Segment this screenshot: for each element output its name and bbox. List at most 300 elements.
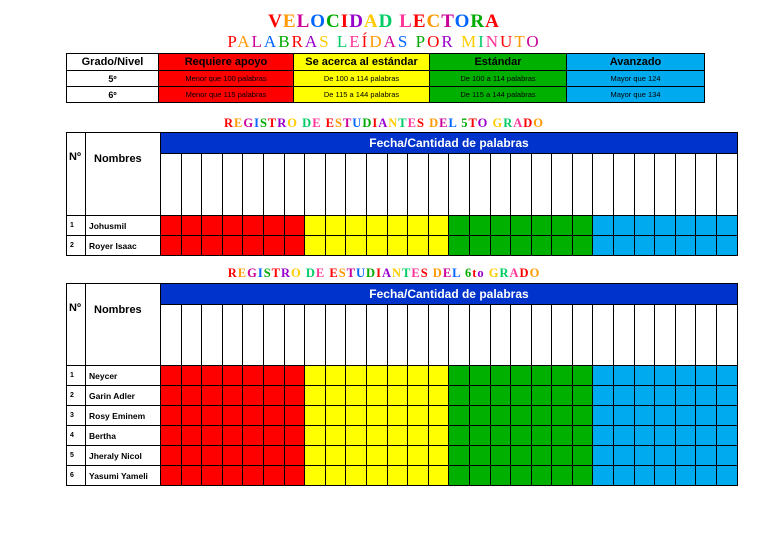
date-cell[interactable] (346, 305, 367, 366)
score-cell[interactable] (614, 406, 635, 426)
score-cell[interactable] (511, 236, 532, 256)
score-cell[interactable] (469, 216, 490, 236)
score-cell[interactable] (284, 386, 305, 406)
date-cell[interactable] (284, 305, 305, 366)
score-cell[interactable] (449, 366, 470, 386)
date-cell[interactable] (572, 305, 593, 366)
score-cell[interactable] (717, 426, 738, 446)
date-cell[interactable] (305, 305, 326, 366)
score-cell[interactable] (717, 216, 738, 236)
score-cell[interactable] (181, 386, 202, 406)
score-cell[interactable] (511, 366, 532, 386)
score-cell[interactable] (243, 386, 264, 406)
score-cell[interactable] (284, 426, 305, 446)
score-cell[interactable] (675, 386, 696, 406)
date-cell[interactable] (593, 305, 614, 366)
score-cell[interactable] (614, 446, 635, 466)
score-cell[interactable] (655, 406, 676, 426)
score-cell[interactable] (655, 466, 676, 486)
score-cell[interactable] (325, 426, 346, 446)
score-cell[interactable] (511, 466, 532, 486)
score-cell[interactable] (696, 446, 717, 466)
score-cell[interactable] (552, 426, 573, 446)
score-cell[interactable] (572, 406, 593, 426)
score-cell[interactable] (531, 466, 552, 486)
score-cell[interactable] (387, 386, 408, 406)
date-cell[interactable] (655, 154, 676, 216)
score-cell[interactable] (593, 216, 614, 236)
student-name: Royer Isaac (86, 236, 161, 256)
date-cell[interactable] (243, 154, 264, 216)
date-cell[interactable] (161, 154, 182, 216)
score-cell[interactable] (449, 446, 470, 466)
date-cell[interactable] (469, 305, 490, 366)
score-cell[interactable] (408, 426, 429, 446)
score-cell[interactable] (325, 446, 346, 466)
score-cell[interactable] (284, 406, 305, 426)
score-cell[interactable] (366, 366, 387, 386)
score-cell[interactable] (696, 426, 717, 446)
score-cell[interactable] (346, 446, 367, 466)
score-cell[interactable] (222, 426, 243, 446)
score-cell[interactable] (161, 216, 182, 236)
student-number: 1 (67, 366, 86, 386)
date-cell[interactable] (511, 154, 532, 216)
score-cell[interactable] (449, 236, 470, 256)
score-cell[interactable] (428, 386, 449, 406)
score-cell[interactable] (428, 466, 449, 486)
score-cell[interactable] (449, 216, 470, 236)
score-cell[interactable] (263, 466, 284, 486)
date-cell[interactable] (593, 154, 614, 216)
score-cell[interactable] (593, 366, 614, 386)
date-cell[interactable] (552, 154, 573, 216)
score-cell[interactable] (428, 366, 449, 386)
score-cell[interactable] (490, 366, 511, 386)
date-cell[interactable] (161, 305, 182, 366)
score-cell[interactable] (717, 446, 738, 466)
score-cell[interactable] (346, 426, 367, 446)
score-cell[interactable] (325, 216, 346, 236)
score-cell[interactable] (202, 446, 223, 466)
date-cell[interactable] (696, 154, 717, 216)
score-cell[interactable] (284, 216, 305, 236)
score-cell[interactable] (408, 386, 429, 406)
date-cell[interactable] (449, 305, 470, 366)
score-cell[interactable] (614, 366, 635, 386)
score-cell[interactable] (572, 236, 593, 256)
date-cell[interactable] (202, 154, 223, 216)
score-cell[interactable] (655, 216, 676, 236)
score-cell[interactable] (366, 466, 387, 486)
score-cell[interactable] (366, 406, 387, 426)
score-cell[interactable] (181, 216, 202, 236)
date-cell[interactable] (490, 154, 511, 216)
date-cell[interactable] (552, 305, 573, 366)
score-cell[interactable] (181, 366, 202, 386)
score-cell[interactable] (469, 466, 490, 486)
date-cell[interactable] (325, 305, 346, 366)
score-cell[interactable] (181, 406, 202, 426)
score-cell[interactable] (552, 466, 573, 486)
score-cell[interactable] (305, 386, 326, 406)
score-cell[interactable] (222, 466, 243, 486)
score-cell[interactable] (593, 426, 614, 446)
score-cell[interactable] (531, 426, 552, 446)
score-cell[interactable] (531, 386, 552, 406)
score-cell[interactable] (511, 426, 532, 446)
score-cell[interactable] (284, 366, 305, 386)
student-row (67, 406, 738, 426)
date-cell[interactable] (634, 154, 655, 216)
score-cell[interactable] (305, 366, 326, 386)
score-cell[interactable] (387, 466, 408, 486)
score-cell[interactable] (408, 236, 429, 256)
date-cell[interactable] (634, 305, 655, 366)
score-cell[interactable] (469, 386, 490, 406)
date-cell[interactable] (675, 154, 696, 216)
score-cell[interactable] (511, 406, 532, 426)
score-cell[interactable] (243, 366, 264, 386)
score-cell[interactable] (675, 216, 696, 236)
date-cell[interactable] (717, 154, 738, 216)
student-name: Yasumi Yameli (86, 466, 161, 486)
score-cell[interactable] (717, 386, 738, 406)
date-cell[interactable] (305, 154, 326, 216)
score-cell[interactable] (202, 216, 223, 236)
date-cell[interactable] (511, 305, 532, 366)
score-cell[interactable] (222, 236, 243, 256)
score-cell[interactable] (675, 466, 696, 486)
score-cell[interactable] (593, 236, 614, 256)
score-cell[interactable] (202, 236, 223, 256)
date-cell[interactable] (428, 154, 449, 216)
date-cell[interactable] (428, 305, 449, 366)
score-cell[interactable] (634, 426, 655, 446)
score-cell[interactable] (202, 366, 223, 386)
level-header-grade: Grado/Nivel (67, 54, 159, 71)
score-cell[interactable] (305, 406, 326, 426)
score-cell[interactable] (325, 406, 346, 426)
score-cell[interactable] (449, 466, 470, 486)
score-cell[interactable] (634, 216, 655, 236)
score-cell[interactable] (222, 216, 243, 236)
date-cell[interactable] (366, 305, 387, 366)
score-cell[interactable] (408, 466, 429, 486)
date-cell[interactable] (717, 305, 738, 366)
score-cell[interactable] (717, 406, 738, 426)
score-cell[interactable] (387, 406, 408, 426)
score-cell[interactable] (305, 466, 326, 486)
score-cell[interactable] (469, 406, 490, 426)
score-cell[interactable] (325, 236, 346, 256)
score-cell[interactable] (263, 386, 284, 406)
score-cell[interactable] (181, 446, 202, 466)
score-cell[interactable] (305, 236, 326, 256)
score-cell[interactable] (655, 366, 676, 386)
score-cell[interactable] (675, 406, 696, 426)
score-cell[interactable] (634, 386, 655, 406)
score-cell[interactable] (263, 406, 284, 426)
score-cell[interactable] (696, 466, 717, 486)
score-cell[interactable] (222, 446, 243, 466)
score-cell[interactable] (717, 366, 738, 386)
score-cell[interactable] (655, 426, 676, 446)
date-cell[interactable] (325, 154, 346, 216)
score-cell[interactable] (717, 466, 738, 486)
date-cell[interactable] (408, 305, 429, 366)
score-cell[interactable] (511, 446, 532, 466)
score-cell[interactable] (490, 446, 511, 466)
score-cell[interactable] (222, 386, 243, 406)
score-cell[interactable] (593, 386, 614, 406)
score-cell[interactable] (243, 216, 264, 236)
score-cell[interactable] (490, 216, 511, 236)
score-cell[interactable] (655, 236, 676, 256)
score-cell[interactable] (346, 216, 367, 236)
level-grade: 5º (67, 71, 159, 87)
score-cell[interactable] (263, 366, 284, 386)
score-cell[interactable] (675, 236, 696, 256)
date-cell[interactable] (387, 305, 408, 366)
score-cell[interactable] (428, 406, 449, 426)
score-cell[interactable] (161, 406, 182, 426)
score-cell[interactable] (614, 386, 635, 406)
score-cell[interactable] (428, 236, 449, 256)
level-row (67, 71, 705, 87)
date-cell[interactable] (346, 154, 367, 216)
score-cell[interactable] (531, 446, 552, 466)
score-cell[interactable] (161, 426, 182, 446)
date-cell[interactable] (243, 305, 264, 366)
score-cell[interactable] (490, 466, 511, 486)
date-cell[interactable] (614, 305, 635, 366)
score-cell[interactable] (655, 446, 676, 466)
score-cell[interactable] (572, 446, 593, 466)
score-cell[interactable] (305, 216, 326, 236)
register6-table (66, 283, 738, 486)
score-cell[interactable] (161, 446, 182, 466)
level-table (66, 53, 705, 103)
score-cell[interactable] (161, 466, 182, 486)
score-cell[interactable] (161, 386, 182, 406)
score-cell[interactable] (346, 236, 367, 256)
student-number: 2 (67, 386, 86, 406)
student-row (67, 446, 738, 466)
score-cell[interactable] (696, 406, 717, 426)
score-cell[interactable] (181, 236, 202, 256)
date-cell[interactable] (202, 305, 223, 366)
score-cell[interactable] (263, 216, 284, 236)
score-cell[interactable] (366, 386, 387, 406)
student-name: Bertha (86, 426, 161, 446)
score-cell[interactable] (490, 406, 511, 426)
date-cell[interactable] (572, 154, 593, 216)
score-cell[interactable] (634, 466, 655, 486)
score-cell[interactable] (572, 426, 593, 446)
score-cell[interactable] (634, 406, 655, 426)
col-names-header: Nombres (86, 133, 161, 216)
date-cell[interactable] (263, 305, 284, 366)
date-cell[interactable] (263, 154, 284, 216)
register5-title: REGISTRO DE ESTUDIANTES DEL 5TO GRADO (223, 116, 545, 130)
score-cell[interactable] (469, 446, 490, 466)
score-cell[interactable] (675, 446, 696, 466)
score-cell[interactable] (181, 426, 202, 446)
score-cell[interactable] (572, 386, 593, 406)
score-cell[interactable] (387, 216, 408, 236)
date-cell[interactable] (614, 154, 635, 216)
score-cell[interactable] (593, 466, 614, 486)
score-cell[interactable] (531, 406, 552, 426)
score-cell[interactable] (284, 446, 305, 466)
score-cell[interactable] (366, 426, 387, 446)
level-cell: De 100 a 114 palabras (430, 71, 567, 87)
score-cell[interactable] (202, 426, 223, 446)
score-cell[interactable] (572, 366, 593, 386)
score-cell[interactable] (222, 366, 243, 386)
score-cell[interactable] (243, 446, 264, 466)
score-cell[interactable] (284, 466, 305, 486)
date-cell[interactable] (490, 305, 511, 366)
date-cell[interactable] (284, 154, 305, 216)
score-cell[interactable] (161, 236, 182, 256)
score-cell[interactable] (531, 216, 552, 236)
date-cell[interactable] (222, 305, 243, 366)
score-cell[interactable] (305, 426, 326, 446)
score-cell[interactable] (387, 366, 408, 386)
score-cell[interactable] (428, 216, 449, 236)
date-cell[interactable] (469, 154, 490, 216)
score-cell[interactable] (655, 386, 676, 406)
score-cell[interactable] (634, 366, 655, 386)
score-cell[interactable] (634, 236, 655, 256)
score-cell[interactable] (366, 446, 387, 466)
score-cell[interactable] (717, 236, 738, 256)
score-cell[interactable] (305, 446, 326, 466)
date-cell[interactable] (696, 305, 717, 366)
score-cell[interactable] (366, 216, 387, 236)
score-cell[interactable] (284, 236, 305, 256)
student-name: Jheraly Nicol (86, 446, 161, 466)
score-cell[interactable] (490, 426, 511, 446)
date-cell[interactable] (181, 154, 202, 216)
score-cell[interactable] (346, 366, 367, 386)
score-cell[interactable] (614, 216, 635, 236)
score-cell[interactable] (449, 426, 470, 446)
score-cell[interactable] (469, 236, 490, 256)
date-cell[interactable] (675, 305, 696, 366)
score-cell[interactable] (263, 446, 284, 466)
date-cell[interactable] (366, 154, 387, 216)
score-cell[interactable] (222, 406, 243, 426)
score-cell[interactable] (346, 466, 367, 486)
score-cell[interactable] (408, 446, 429, 466)
student-number: 3 (67, 406, 86, 426)
score-cell[interactable] (696, 216, 717, 236)
score-cell[interactable] (449, 406, 470, 426)
score-cell[interactable] (696, 236, 717, 256)
score-cell[interactable] (243, 406, 264, 426)
score-cell[interactable] (675, 426, 696, 446)
score-cell[interactable] (181, 466, 202, 486)
score-cell[interactable] (469, 366, 490, 386)
score-cell[interactable] (243, 466, 264, 486)
score-cell[interactable] (572, 216, 593, 236)
score-cell[interactable] (325, 386, 346, 406)
score-cell[interactable] (387, 236, 408, 256)
score-cell[interactable] (552, 216, 573, 236)
date-cell[interactable] (531, 154, 552, 216)
score-cell[interactable] (593, 406, 614, 426)
date-cell[interactable] (449, 154, 470, 216)
score-cell[interactable] (428, 426, 449, 446)
score-cell[interactable] (614, 236, 635, 256)
score-cell[interactable] (696, 386, 717, 406)
date-cell[interactable] (408, 154, 429, 216)
score-cell[interactable] (202, 386, 223, 406)
date-cell[interactable] (181, 305, 202, 366)
score-cell[interactable] (325, 466, 346, 486)
score-cell[interactable] (428, 446, 449, 466)
score-cell[interactable] (696, 366, 717, 386)
score-cell[interactable] (572, 466, 593, 486)
score-cell[interactable] (366, 236, 387, 256)
student-row (67, 366, 738, 386)
score-cell[interactable] (449, 386, 470, 406)
score-cell[interactable] (387, 446, 408, 466)
score-cell[interactable] (243, 236, 264, 256)
student-number: 6 (67, 466, 86, 486)
score-cell[interactable] (552, 386, 573, 406)
score-cell[interactable] (511, 386, 532, 406)
score-cell[interactable] (552, 446, 573, 466)
score-cell[interactable] (552, 406, 573, 426)
score-cell[interactable] (202, 466, 223, 486)
score-cell[interactable] (469, 426, 490, 446)
score-cell[interactable] (325, 366, 346, 386)
date-cell[interactable] (531, 305, 552, 366)
score-cell[interactable] (531, 366, 552, 386)
date-cell[interactable] (222, 154, 243, 216)
score-cell[interactable] (490, 236, 511, 256)
score-cell[interactable] (634, 446, 655, 466)
date-cell[interactable] (655, 305, 676, 366)
score-cell[interactable] (614, 426, 635, 446)
score-cell[interactable] (511, 216, 532, 236)
score-cell[interactable] (531, 236, 552, 256)
score-cell[interactable] (346, 386, 367, 406)
score-cell[interactable] (675, 366, 696, 386)
score-cell[interactable] (408, 406, 429, 426)
score-cell[interactable] (263, 236, 284, 256)
student-row (67, 466, 738, 486)
score-cell[interactable] (408, 366, 429, 386)
score-cell[interactable] (614, 466, 635, 486)
score-cell[interactable] (161, 366, 182, 386)
score-cell[interactable] (346, 406, 367, 426)
score-cell[interactable] (202, 406, 223, 426)
score-cell[interactable] (243, 426, 264, 446)
score-cell[interactable] (263, 426, 284, 446)
score-cell[interactable] (593, 446, 614, 466)
score-cell[interactable] (387, 426, 408, 446)
date-cell[interactable] (387, 154, 408, 216)
score-cell[interactable] (408, 216, 429, 236)
score-cell[interactable] (552, 366, 573, 386)
score-cell[interactable] (552, 236, 573, 256)
score-cell[interactable] (490, 386, 511, 406)
